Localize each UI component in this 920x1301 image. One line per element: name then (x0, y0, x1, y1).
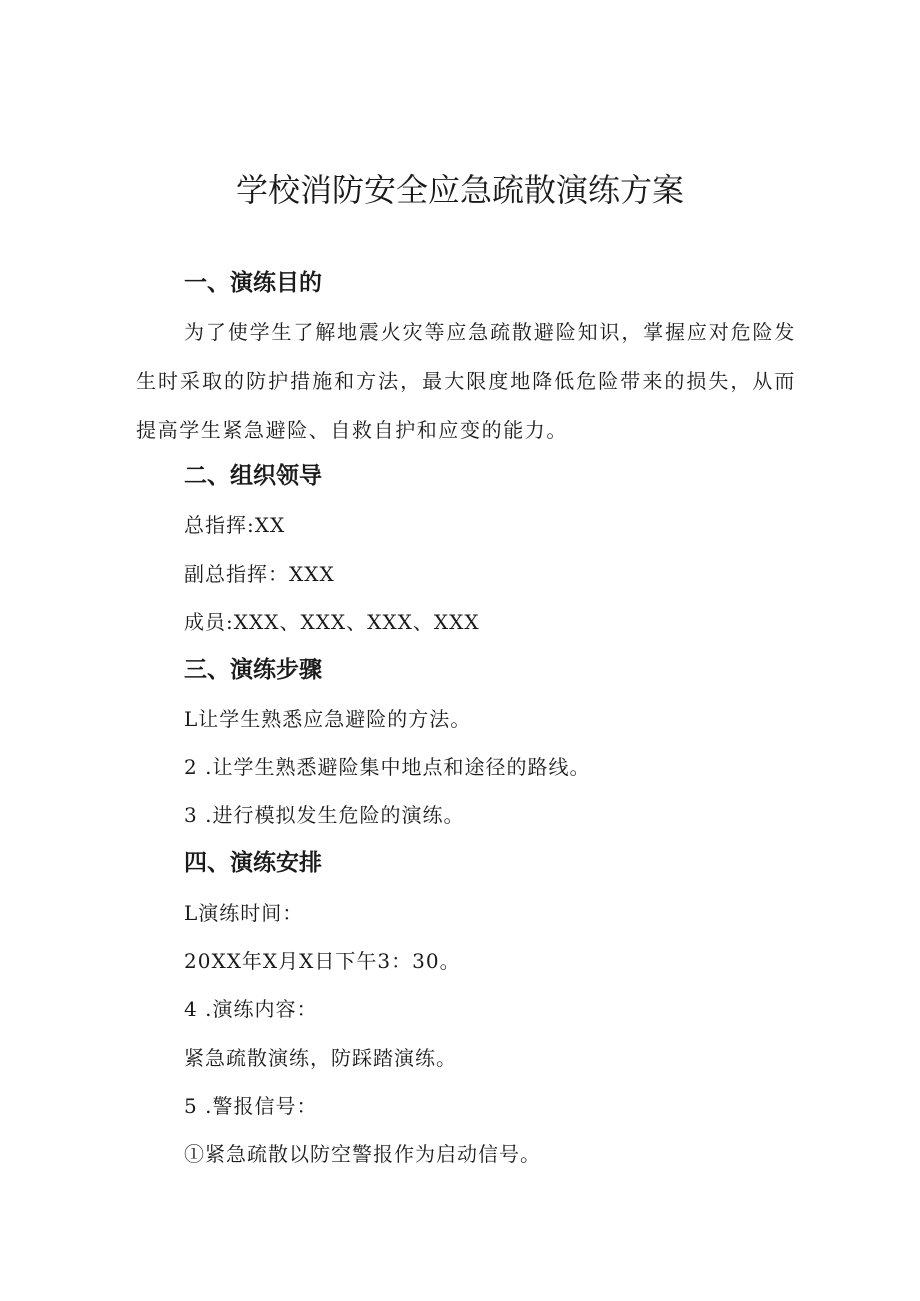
org-line-deputy-commander: 副总指挥：XXX (184, 562, 335, 586)
org-line-members: 成员:XXX、XXX、XXX、XXX (184, 610, 480, 634)
arrangement-line-signal-value: ①紧急疏散以防空警报作为启动信号。 (184, 1142, 541, 1166)
document-title: 学校消防安全应急疏散演练方案 (235, 171, 684, 209)
arrangement-line-time-label: L演练时间： (184, 901, 304, 925)
arrangement-line-content-label: 4 .演练内容： (184, 997, 318, 1021)
section-heading-arrangement: 四、演练安排 (184, 850, 322, 876)
step-line-3: 3 .进行模拟发生危险的演练。 (184, 803, 465, 827)
section-heading-organization: 二、组织领导 (184, 463, 322, 489)
section-heading-steps: 三、演练步骤 (184, 657, 322, 683)
arrangement-line-signal-label: 5 .警报信号： (184, 1094, 318, 1118)
arrangement-line-time-value: 20XX年X月X日下午3：30。 (184, 949, 461, 973)
step-line-2: 2 .让学生熟悉避险集中地点和途径的路线。 (184, 755, 591, 779)
step-line-1: L让学生熟悉应急避险的方法。 (184, 707, 472, 731)
section-heading-purpose: 一、演练目的 (184, 270, 322, 296)
section-paragraph-purpose: 为了使学生了解地震火灾等应急疏散避险知识，掌握应对危险发生时采取的防护措施和方法，最大限度地降低危险带来的损失，从而提高学生紧急避险、自救自护和应变的能力。 (136, 320, 796, 442)
org-line-commander: 总指挥:XX (184, 513, 286, 537)
arrangement-line-content-value: 紧急疏散演练，防踩踏演练。 (184, 1046, 457, 1070)
